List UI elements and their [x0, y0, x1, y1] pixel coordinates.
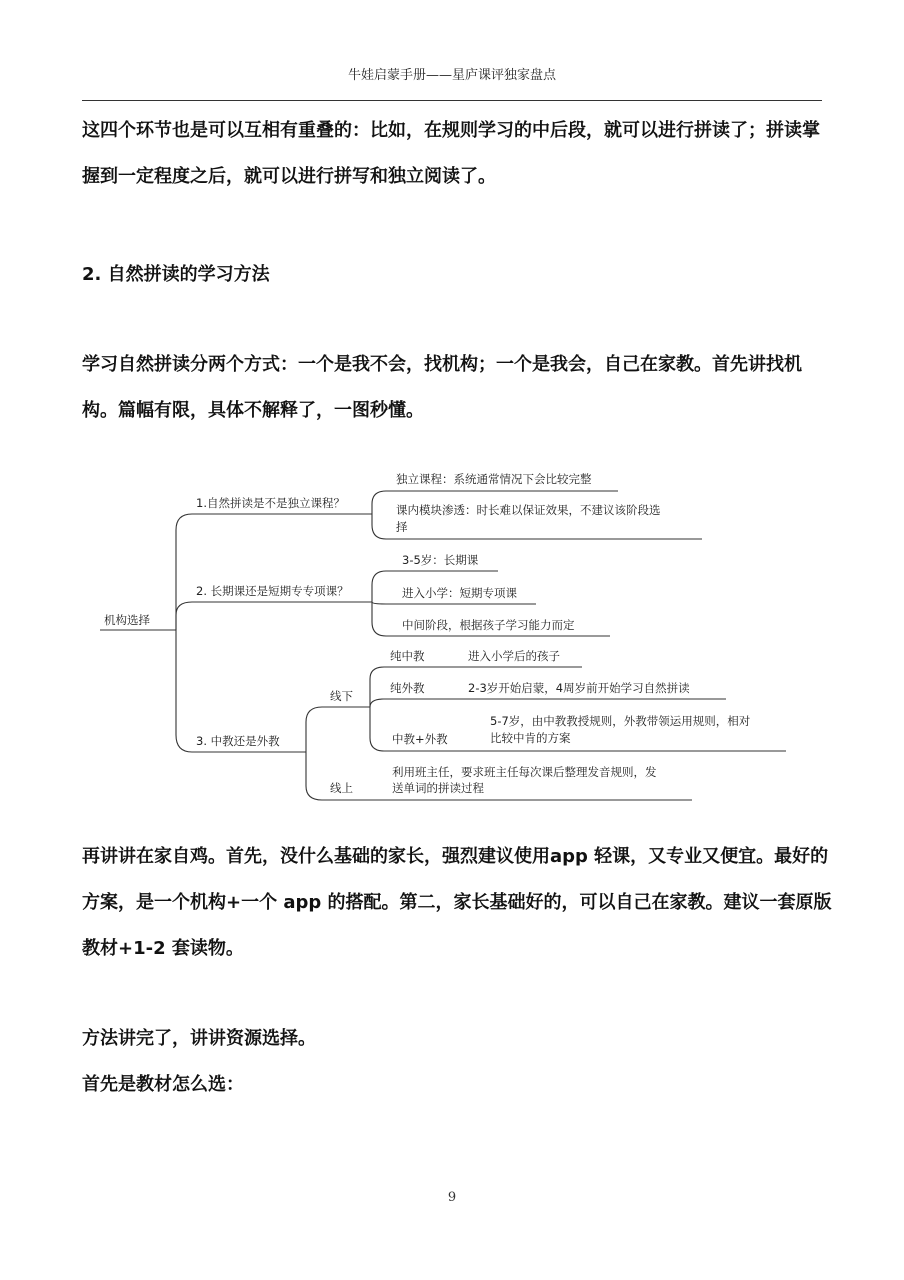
page-header: 牛娃启蒙手册——星庐课评独家盘点	[347, 68, 556, 83]
leaf-embedded-line2: 择	[396, 520, 408, 534]
online-desc-line2: 送单词的拼读过程	[392, 781, 484, 795]
paragraph-textbook: 首先是教材怎么选：	[82, 1074, 244, 1095]
branch-long-short: 2. 长期课还是短期专专项课？	[196, 584, 349, 598]
paragraph-resources: 方法讲完了，讲讲资源选择。	[82, 1028, 316, 1049]
leaf-primary: 进入小学：短期专项课	[402, 586, 517, 600]
leaf-independent: 独立课程：系统通常情况下会比较完整	[396, 472, 592, 486]
paragraph-methods: 学习自然拼读分两个方式：一个是我不会，找机构；一个是我会，自己在家教。首先讲找机构。篇幅有限，具体不解释了，一图秒懂。	[82, 354, 802, 421]
online-label: 线上	[330, 781, 353, 795]
mindmap-root: 机构选择	[104, 613, 150, 627]
offline-mixed-label: 中教+外教	[392, 732, 448, 746]
branch-independent-course: 1.自然拼读是不是独立课程？	[196, 496, 345, 510]
page-number: 9	[447, 1190, 457, 1205]
offline-foreign-desc: 2-3岁开始启蒙，4周岁前开始学习自然拼读	[468, 681, 690, 695]
branch-teacher-type: 3. 中教还是外教	[196, 734, 280, 748]
offline-mixed-desc-line2: 比较中肯的方案	[490, 731, 571, 745]
online-desc-line1: 利用班主任，要求班主任每次课后整理发音规则，发	[392, 765, 657, 779]
paragraph-home: 再讲讲在家自鸡。首先，没什么基础的家长，强烈建议使用app 轻课，又专业又便宜。最好的方案，是一个机构+一个 app 的搭配。第二，家长基础好的，可以自己在家教。建议一套原版教材+1-2 套读物。	[82, 846, 832, 959]
leaf-embedded-line1: 课内模块渗透：时长难以保证效果，不建议该阶段选	[396, 503, 661, 517]
leaf-middle: 中间阶段，根据孩子学习能力而定	[402, 618, 575, 632]
leaf-age-3-5: 3-5岁：长期课	[402, 553, 479, 567]
offline-label: 线下	[330, 689, 353, 703]
section-heading: 2. 自然拼读的学习方法	[82, 264, 270, 285]
offline-chinese-label: 纯中教	[390, 649, 425, 663]
offline-foreign-label: 纯外教	[390, 681, 425, 695]
paragraph-overlap: 这四个环节也是可以互相有重叠的：比如，在规则学习的中后段，就可以进行拼读了；拼读掌握到一定程度之后，就可以进行拼写和独立阅读了。	[82, 120, 820, 187]
offline-chinese-desc: 进入小学后的孩子	[468, 649, 560, 663]
offline-mixed-desc-line1: 5-7岁，由中教教授规则，外教带领运用规则，相对	[490, 714, 751, 728]
